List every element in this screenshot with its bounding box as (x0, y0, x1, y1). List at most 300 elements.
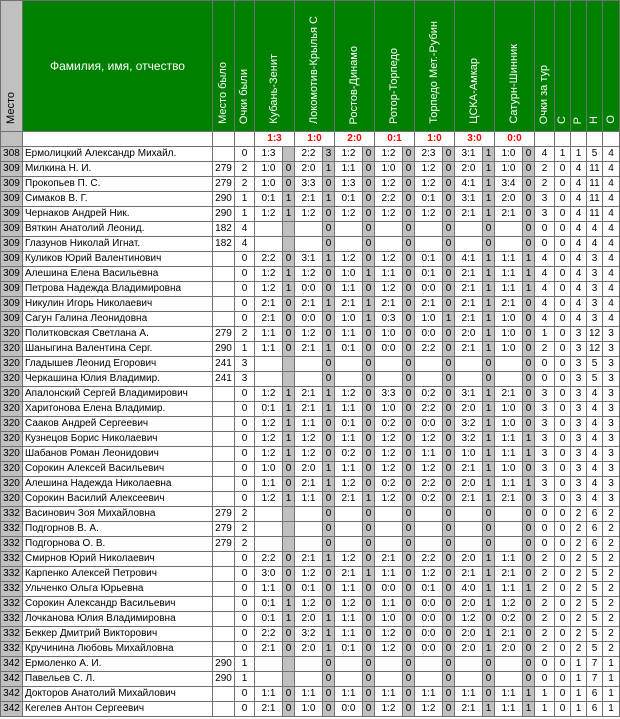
forecast-score-cell (295, 357, 323, 372)
table-row (1, 432, 620, 447)
tour-points-cell: 1 (535, 327, 555, 342)
forecast-score-cell: 2:2 (415, 552, 443, 567)
tour-points-cell: 2 (535, 612, 555, 627)
forecast-score-cell: 0:2 (375, 477, 403, 492)
forecast-score-cell: 1:1 (255, 582, 283, 597)
forecast-points-cell: 0 (403, 357, 415, 372)
tour-points-cell: 3 (535, 207, 555, 222)
s-cell: 0 (555, 162, 571, 177)
prev-place-cell: 279 (213, 177, 235, 192)
table-row (1, 522, 620, 537)
prev-points-cell: 0 (235, 282, 255, 297)
forecast-score-cell: 3:0 (255, 567, 283, 582)
name-cell: Харитонова Елена Владимир. (23, 402, 213, 417)
forecast-score-cell: 1:1 (495, 447, 523, 462)
forecast-points-cell: 0 (403, 327, 415, 342)
forecast-points-cell: 0 (403, 522, 415, 537)
forecast-points-cell: 0 (443, 672, 455, 687)
prev-place-cell (213, 447, 235, 462)
forecast-points-cell: 0 (523, 492, 535, 507)
tour-points-cell: 0 (535, 372, 555, 387)
forecast-score-cell: 2:1 (335, 567, 363, 582)
forecast-points-cell: 0 (363, 552, 375, 567)
prev-points-cell: 0 (235, 462, 255, 477)
forecast-points-cell: 1 (443, 312, 455, 327)
forecast-points-cell: 0 (483, 372, 495, 387)
forecast-points-cell: 0 (323, 522, 335, 537)
tour-points-cell: 0 (535, 537, 555, 552)
forecast-points-cell: 1 (483, 477, 495, 492)
header-match-2: Локомотив-Крылья С (295, 1, 335, 132)
forecast-score-cell (255, 522, 283, 537)
forecast-points-cell: 0 (363, 672, 375, 687)
forecast-score-cell: 1:0 (375, 612, 403, 627)
header-name: Фамилия, имя, отчество (23, 1, 213, 132)
forecast-score-cell: 1:2 (375, 252, 403, 267)
forecast-points-cell: 0 (443, 297, 455, 312)
forecast-points-cell: 0 (283, 252, 295, 267)
forecast-points-cell: 1 (483, 192, 495, 207)
header-prev-place: Место было (213, 1, 235, 132)
forecast-score-cell: 0:1 (255, 192, 283, 207)
tour-points-cell: 3 (535, 477, 555, 492)
forecast-points-cell: 0 (363, 162, 375, 177)
forecast-points-cell: 1 (523, 282, 535, 297)
r-cell: 1 (571, 687, 587, 702)
o-cell: 3 (603, 492, 620, 507)
forecast-score-cell: 0:0 (415, 627, 443, 642)
forecast-score-cell: 1:2 (295, 207, 323, 222)
s-cell: 0 (555, 462, 571, 477)
forecast-score-cell: 1:1 (495, 432, 523, 447)
name-cell: Беккер Дмитрий Викторович (23, 627, 213, 642)
forecast-points-cell: 0 (403, 177, 415, 192)
forecast-score-cell: 2:0 (455, 627, 483, 642)
forecast-points-cell: 1 (523, 582, 535, 597)
forecast-points-cell: 0 (443, 162, 455, 177)
forecast-score-cell: 2:1 (455, 702, 483, 717)
place-cell: 309 (1, 192, 23, 207)
forecast-score-cell: 1:0 (415, 312, 443, 327)
forecast-points-cell: 0 (323, 207, 335, 222)
s-cell: 0 (555, 537, 571, 552)
forecast-points-cell: 0 (443, 252, 455, 267)
results-tour-cell (535, 132, 555, 147)
place-cell: 332 (1, 537, 23, 552)
forecast-score-cell (375, 537, 403, 552)
forecast-score-cell: 2:0 (295, 162, 323, 177)
prev-points-cell: 0 (235, 642, 255, 657)
name-cell: Сорокин Александр Васильевич (23, 597, 213, 612)
name-cell: Симаков В. Г. (23, 192, 213, 207)
prev-points-cell: 2 (235, 162, 255, 177)
n-cell: 7 (587, 672, 603, 687)
forecast-points-cell: 0 (363, 597, 375, 612)
forecast-score-cell (255, 237, 283, 252)
header-r: Р (571, 1, 587, 132)
forecast-score-cell: 0:2 (495, 612, 523, 627)
forecast-points-cell: 0 (443, 447, 455, 462)
o-cell: 3 (603, 432, 620, 447)
tour-points-cell: 2 (535, 342, 555, 357)
forecast-points-cell: 0 (363, 522, 375, 537)
table-row (1, 537, 620, 552)
forecast-points-cell: 0 (403, 237, 415, 252)
forecast-points-cell: 0 (323, 657, 335, 672)
forecast-points-cell: 0 (523, 537, 535, 552)
forecast-points-cell: 1 (283, 597, 295, 612)
name-cell: Милкина Н. И. (23, 162, 213, 177)
forecast-points-cell: 0 (523, 312, 535, 327)
prev-place-cell: 290 (213, 192, 235, 207)
prev-points-cell: 0 (235, 297, 255, 312)
forecast-score-cell: 1:2 (295, 267, 323, 282)
forecast-points-cell: 0 (323, 222, 335, 237)
forecast-score-cell: 2:1 (495, 297, 523, 312)
forecast-score-cell: 1:2 (295, 432, 323, 447)
r-cell: 2 (571, 642, 587, 657)
table-row (1, 222, 620, 237)
s-cell: 0 (555, 207, 571, 222)
forecast-points-cell: 1 (363, 567, 375, 582)
o-cell: 1 (603, 672, 620, 687)
prev-place-cell: 290 (213, 207, 235, 222)
forecast-points-cell: 0 (443, 327, 455, 342)
header-match-5: Торпедо Мет.-Рубин (415, 1, 455, 132)
forecast-score-cell (495, 657, 523, 672)
o-cell: 1 (603, 687, 620, 702)
forecast-score-cell: 1:1 (495, 267, 523, 282)
forecast-score-cell: 1:2 (295, 327, 323, 342)
table-row (1, 387, 620, 402)
forecast-score-cell: 1:2 (255, 432, 283, 447)
forecast-points-cell: 0 (403, 642, 415, 657)
s-cell: 0 (555, 252, 571, 267)
forecast-points-cell: 0 (443, 552, 455, 567)
s-cell: 0 (555, 687, 571, 702)
forecast-points-cell: 0 (363, 147, 375, 162)
forecast-score-cell (375, 357, 403, 372)
match-result-3: 2:0 (335, 132, 375, 147)
s-cell: 1 (555, 147, 571, 162)
forecast-points-cell: 0 (483, 522, 495, 537)
prev-points-cell: 0 (235, 552, 255, 567)
forecast-score-cell: 2:0 (295, 612, 323, 627)
forecast-score-cell (495, 537, 523, 552)
r-cell: 3 (571, 462, 587, 477)
place-cell: 309 (1, 237, 23, 252)
n-cell: 4 (587, 402, 603, 417)
s-cell: 0 (555, 222, 571, 237)
forecast-points-cell: 1 (523, 252, 535, 267)
forecast-score-cell: 0:0 (415, 417, 443, 432)
forecast-score-cell (295, 672, 323, 687)
prev-points-cell: 0 (235, 687, 255, 702)
forecast-score-cell: 4:0 (455, 582, 483, 597)
forecast-points-cell: 0 (283, 297, 295, 312)
forecast-score-cell (495, 672, 523, 687)
forecast-score-cell: 1:0 (495, 162, 523, 177)
tour-points-cell: 3 (535, 402, 555, 417)
r-cell: 3 (571, 477, 587, 492)
forecast-points-cell: 0 (323, 567, 335, 582)
table-row (1, 477, 620, 492)
forecast-score-cell (375, 237, 403, 252)
forecast-score-cell: 2:0 (455, 597, 483, 612)
forecast-points-cell: 1 (483, 207, 495, 222)
prev-points-cell: 2 (235, 522, 255, 537)
forecast-points-cell: 1 (283, 432, 295, 447)
place-cell: 320 (1, 477, 23, 492)
name-cell: Кегелев Антон Сергеевич (23, 702, 213, 717)
header-tour-points: Очки за тур (535, 1, 555, 132)
forecast-score-cell: 1:0 (335, 312, 363, 327)
forecast-points-cell: 0 (443, 657, 455, 672)
place-cell: 309 (1, 252, 23, 267)
name-cell: Ульченко Ольга Юрьевна (23, 582, 213, 597)
forecast-points-cell: 1 (323, 192, 335, 207)
n-cell: 5 (587, 642, 603, 657)
forecast-points-cell: 0 (483, 672, 495, 687)
table-row (1, 327, 620, 342)
tour-points-cell: 2 (535, 597, 555, 612)
forecast-points-cell: 0 (323, 687, 335, 702)
forecast-points-cell: 0 (363, 357, 375, 372)
results-r-cell (571, 132, 587, 147)
o-cell: 4 (603, 147, 620, 162)
forecast-score-cell: 1:1 (495, 282, 523, 297)
o-cell: 4 (603, 297, 620, 312)
table-row (1, 237, 620, 252)
forecast-points-cell: 0 (323, 702, 335, 717)
forecast-score-cell: 1:2 (415, 702, 443, 717)
prev-points-cell: 1 (235, 672, 255, 687)
o-cell: 3 (603, 372, 620, 387)
forecast-score-cell: 3:1 (455, 192, 483, 207)
forecast-points-cell: 0 (443, 222, 455, 237)
forecast-points-cell: 0 (283, 477, 295, 492)
place-cell: 309 (1, 207, 23, 222)
forecast-points-cell: 0 (403, 447, 415, 462)
forecast-score-cell: 1:1 (495, 552, 523, 567)
table-row (1, 597, 620, 612)
r-cell: 4 (571, 267, 587, 282)
s-cell: 0 (555, 387, 571, 402)
forecast-score-cell: 1:2 (335, 147, 363, 162)
n-cell: 3 (587, 312, 603, 327)
s-cell: 0 (555, 402, 571, 417)
forecast-points-cell: 1 (483, 342, 495, 357)
forecast-points-cell: 1 (483, 702, 495, 717)
forecast-score-cell: 2:1 (455, 267, 483, 282)
prev-place-cell (213, 597, 235, 612)
forecast-score-cell (255, 537, 283, 552)
forecast-points-cell: 0 (443, 417, 455, 432)
forecast-score-cell: 2:1 (295, 387, 323, 402)
forecast-score-cell (335, 357, 363, 372)
forecast-points-cell: 0 (523, 342, 535, 357)
r-cell: 2 (571, 567, 587, 582)
name-cell: Лочканова Юлия Владимировна (23, 612, 213, 627)
forecast-points-cell: 0 (403, 342, 415, 357)
forecast-score-cell: 0:0 (415, 642, 443, 657)
forecast-score-cell: 1:2 (375, 462, 403, 477)
s-cell: 0 (555, 342, 571, 357)
s-cell: 0 (555, 417, 571, 432)
match-result-4: 0:1 (375, 132, 415, 147)
forecast-points-cell: 1 (523, 477, 535, 492)
forecast-score-cell: 3:1 (455, 387, 483, 402)
forecast-points-cell: 0 (523, 327, 535, 342)
prev-place-cell (213, 612, 235, 627)
o-cell: 4 (603, 162, 620, 177)
tour-points-cell: 3 (535, 447, 555, 462)
n-cell: 6 (587, 507, 603, 522)
forecast-score-cell: 1:2 (415, 177, 443, 192)
forecast-score-cell: 0:2 (415, 492, 443, 507)
forecast-points-cell: 0 (363, 507, 375, 522)
table-row (1, 252, 620, 267)
forecast-points-cell: 0 (443, 177, 455, 192)
forecast-points-cell: 0 (523, 567, 535, 582)
forecast-points-cell: 0 (403, 702, 415, 717)
forecast-score-cell: 4:1 (455, 177, 483, 192)
tour-points-cell: 4 (535, 252, 555, 267)
forecast-points-cell: 1 (323, 387, 335, 402)
forecast-points-cell (283, 237, 295, 252)
place-cell: 320 (1, 327, 23, 342)
forecast-points-cell: 0 (443, 207, 455, 222)
o-cell: 3 (603, 357, 620, 372)
forecast-score-cell: 2:0 (295, 642, 323, 657)
name-cell: Подгорнова О. В. (23, 537, 213, 552)
forecast-points-cell: 0 (363, 582, 375, 597)
prev-place-cell (213, 702, 235, 717)
r-cell: 2 (571, 507, 587, 522)
prev-place-cell (213, 252, 235, 267)
forecast-score-cell: 1:2 (255, 207, 283, 222)
forecast-score-cell: 1:1 (255, 342, 283, 357)
forecast-points-cell: 0 (403, 537, 415, 552)
results-o-cell (603, 132, 620, 147)
s-cell: 0 (555, 327, 571, 342)
match-result-5: 1:0 (415, 132, 455, 147)
forecast-points-cell: 1 (483, 387, 495, 402)
place-cell: 320 (1, 372, 23, 387)
forecast-points-cell: 0 (323, 372, 335, 387)
forecast-points-cell: 0 (323, 357, 335, 372)
prev-place-cell (213, 642, 235, 657)
forecast-score-cell: 2:1 (295, 477, 323, 492)
prev-points-cell: 0 (235, 597, 255, 612)
forecast-score-cell (415, 657, 443, 672)
name-cell: Кузнецов Борис Николаевич (23, 432, 213, 447)
forecast-score-cell: 1:2 (255, 417, 283, 432)
forecast-score-cell: 0:0 (415, 282, 443, 297)
forecast-score-cell: 2:1 (375, 297, 403, 312)
forecast-points-cell: 0 (403, 507, 415, 522)
forecast-score-cell: 0:0 (415, 597, 443, 612)
forecast-score-cell: 1:2 (495, 597, 523, 612)
tour-points-cell: 0 (535, 357, 555, 372)
r-cell: 1 (571, 147, 587, 162)
n-cell: 4 (587, 237, 603, 252)
forecast-points-cell: 1 (323, 342, 335, 357)
table-row (1, 612, 620, 627)
table-row (1, 447, 620, 462)
forecast-points-cell: 0 (443, 462, 455, 477)
name-cell: Кручинина Любовь Михайловна (23, 642, 213, 657)
forecast-points-cell: 1 (323, 297, 335, 312)
forecast-score-cell: 1:1 (375, 267, 403, 282)
forecast-points-cell: 0 (403, 147, 415, 162)
results-n-cell (587, 132, 603, 147)
forecast-points-cell: 0 (323, 327, 335, 342)
forecast-score-cell: 1:1 (255, 477, 283, 492)
n-cell: 5 (587, 147, 603, 162)
forecast-score-cell: 2:1 (495, 567, 523, 582)
forecast-points-cell: 0 (443, 342, 455, 357)
prev-points-cell: 0 (235, 312, 255, 327)
forecast-points-cell: 1 (483, 267, 495, 282)
table-row (1, 342, 620, 357)
r-cell: 2 (571, 627, 587, 642)
forecast-points-cell: 0 (443, 597, 455, 612)
table-row (1, 702, 620, 717)
r-cell: 3 (571, 402, 587, 417)
prev-place-cell: 182 (213, 222, 235, 237)
tour-points-cell: 0 (535, 672, 555, 687)
forecast-score-cell: 2:2 (255, 627, 283, 642)
forecast-score-cell (255, 222, 283, 237)
forecast-points-cell: 0 (523, 402, 535, 417)
tour-points-cell: 0 (535, 522, 555, 537)
r-cell: 4 (571, 162, 587, 177)
forecast-points-cell: 0 (523, 462, 535, 477)
forecast-score-cell: 1:2 (415, 462, 443, 477)
o-cell: 4 (603, 177, 620, 192)
forecast-points-cell: 1 (283, 612, 295, 627)
n-cell: 6 (587, 537, 603, 552)
results-s-cell (555, 132, 571, 147)
n-cell: 6 (587, 702, 603, 717)
forecast-score-cell (455, 507, 483, 522)
s-cell: 0 (555, 492, 571, 507)
tour-points-cell: 3 (535, 492, 555, 507)
forecast-points-cell: 0 (443, 402, 455, 417)
forecast-points-cell: 1 (483, 582, 495, 597)
forecast-score-cell: 1:0 (375, 402, 403, 417)
forecast-score-cell: 1:1 (335, 432, 363, 447)
o-cell: 4 (603, 192, 620, 207)
s-cell: 0 (555, 447, 571, 462)
forecast-score-cell (255, 657, 283, 672)
forecast-score-cell: 1:2 (375, 492, 403, 507)
name-cell: Шабанов Роман Леонидович (23, 447, 213, 462)
o-cell: 2 (603, 552, 620, 567)
tour-points-cell: 3 (535, 432, 555, 447)
s-cell: 0 (555, 672, 571, 687)
s-cell: 0 (555, 432, 571, 447)
o-cell: 3 (603, 477, 620, 492)
forecast-points-cell: 1 (483, 297, 495, 312)
forecast-points-cell: 0 (283, 552, 295, 567)
forecast-points-cell: 0 (443, 237, 455, 252)
forecast-score-cell: 0:1 (335, 342, 363, 357)
tour-points-cell: 3 (535, 387, 555, 402)
forecast-score-cell: 1:2 (335, 207, 363, 222)
table-row (1, 267, 620, 282)
